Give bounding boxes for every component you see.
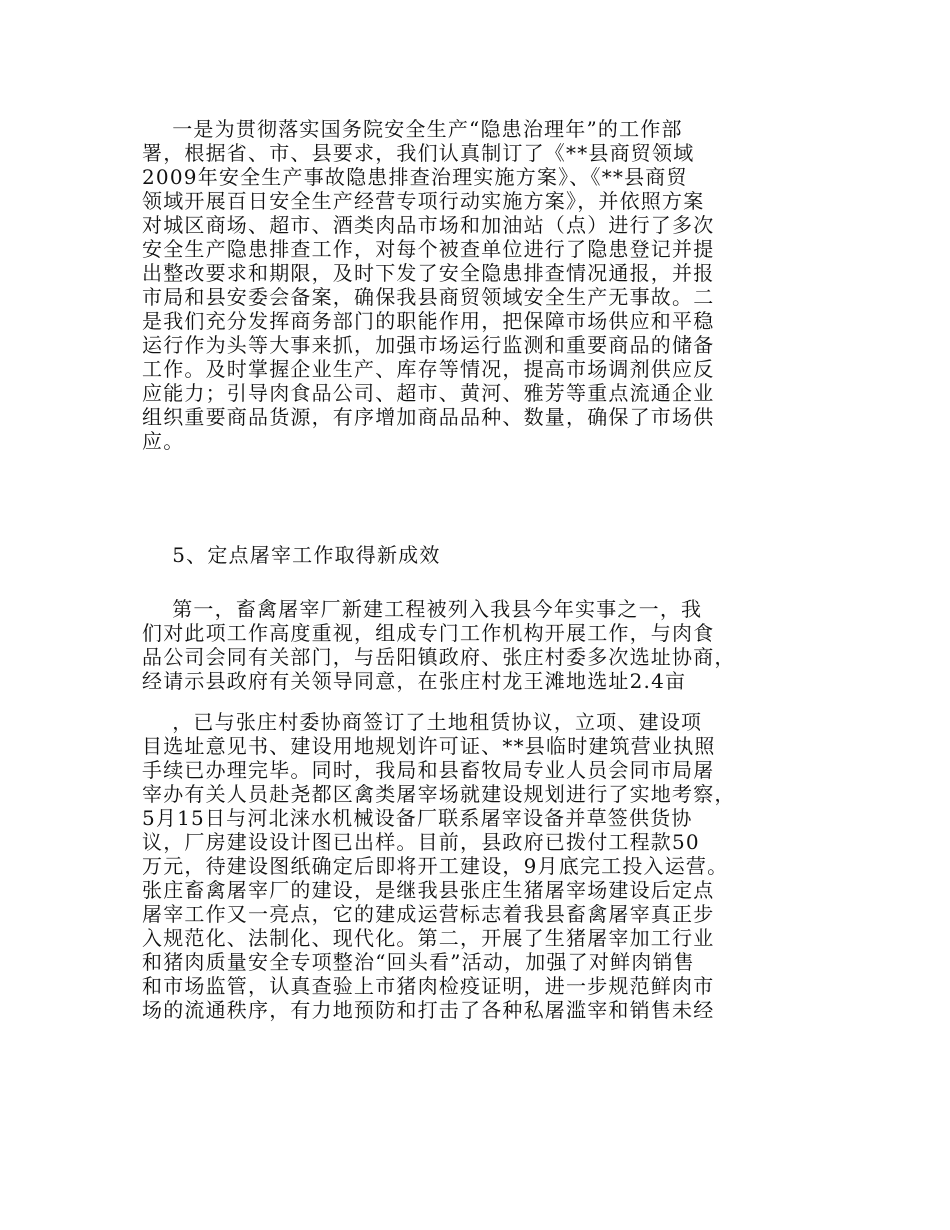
text-line: 运行作为头等大事来抓，加强市场运行监测和重要商品的储备 xyxy=(142,333,715,357)
text-line: 品公司会同有关部门，与岳阳镇政府、张庄村委多次选址协商， xyxy=(142,645,736,669)
text-line: 市局和县安委会备案，确保我县商贸领域安全生产无事故。二 xyxy=(142,285,715,309)
text-line: 经请示县政府有关领导同意，在张庄村龙王滩地选址2.4亩 xyxy=(142,669,687,693)
text-line: 们对此项工作高度重视，组成专门工作机构开展工作，与肉食 xyxy=(142,621,715,645)
text-line: 5月15日与河北涞水机械设备厂联系屠宰设备并草签供货协 xyxy=(142,806,693,830)
text-line: 一是为贯彻落实国务院安全生产“隐患治理年”的工作部 xyxy=(142,117,683,141)
text-line: 应能力；引导肉食品公司、超市、黄河、雅芳等重点流通企业 xyxy=(142,381,715,405)
text-line: 应。 xyxy=(142,429,185,453)
text-line: 安全生产隐患排查工作，对每个被查单位进行了隐患登记并提 xyxy=(142,237,715,261)
text-line: 张庄畜禽屠宰厂的建设，是继我县张庄生猪屠宰场建设后定点 xyxy=(142,878,715,902)
text-line: 第一，畜禽屠宰厂新建工程被列入我县今年实事之一，我 xyxy=(142,597,703,621)
paragraph-slaughterhouse-construction xyxy=(142,597,832,693)
text-line: 组织重要商品货源，有序增加商品品种、数量，确保了市场供 xyxy=(142,405,715,429)
text-line: 屠宰工作又一亮点，它的建成运营标志着我县畜禽屠宰真正步 xyxy=(142,902,715,926)
text-line: 手续已办理完毕。同时，我局和县畜牧局专业人员会同市局屠 xyxy=(142,758,715,782)
text-line: 和猪肉质量安全专项整治“回头看”活动，加强了对鲜肉销售 xyxy=(142,950,695,974)
text-line: 工作。及时掌握企业生产、库存等情况，提高市场调剂供应反 xyxy=(142,357,715,381)
text-line: 入规范化、法制化、现代化。第二，开展了生猪屠宰加工行业 xyxy=(142,926,715,950)
paragraph-safety-production xyxy=(142,117,832,453)
text-line: 领域开展百日安全生产经营专项行动实施方案》，并依照方案 xyxy=(142,189,705,213)
text-line: 是我们充分发挥商务部门的职能作用，把保障市场供应和平稳 xyxy=(142,309,715,333)
text-line: 目选址意见书、建设用地规划许可证、**县临时建筑营业执照 xyxy=(142,734,716,758)
text-line: 对城区商场、超市、酒类肉品市场和加油站（点）进行了多次 xyxy=(142,213,715,237)
text-line: 出整改要求和期限，及时下发了安全隐患排查情况通报，并报 xyxy=(142,261,715,285)
paragraph-slaughterhouse-progress xyxy=(142,710,832,1022)
text-line: ，已与张庄村委协商签订了土地租赁协议，立项、建设项 xyxy=(142,710,703,734)
heading-text: 5、定点屠宰工作取得新成效 xyxy=(142,543,441,567)
text-line: 宰办有关人员赴尧都区禽类屠宰场就建设规划进行了实地考察， xyxy=(142,782,736,806)
text-line: 署，根据省、市、县要求，我们认真制订了《**县商贸领域 xyxy=(142,141,695,165)
text-line: 场的流通秩序，有力地预防和打击了各种私屠滥宰和销售未经 xyxy=(142,998,715,1022)
section-heading xyxy=(142,543,832,567)
text-line: 和市场监管，认真查验上市猪肉检疫证明，进一步规范鲜肉市 xyxy=(142,974,715,998)
text-line: 议，厂房建设设计图已出样。目前，县政府已拨付工程款50 xyxy=(142,830,700,854)
text-line: 2009年安全生产事故隐患排查治理实施方案》、《**县商贸 xyxy=(142,165,688,189)
text-line: 万元，待建设图纸确定后即将开工建设，9月底完工投入运营。 xyxy=(142,854,729,878)
